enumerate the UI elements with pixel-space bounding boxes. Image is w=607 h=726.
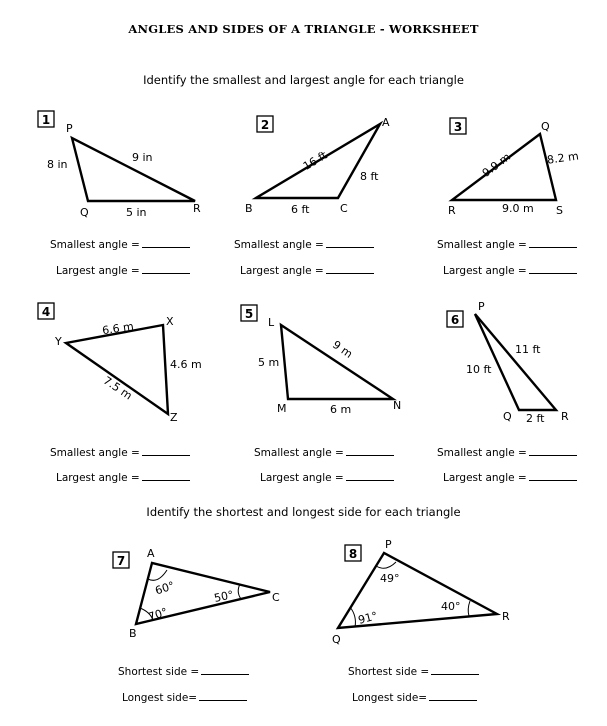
problem-8-vertex-r: R bbox=[502, 610, 510, 623]
problem-6-smallest-angle bbox=[437, 445, 577, 459]
problem-3-vertex-r: R bbox=[448, 204, 456, 217]
problem-2-vertex-b: B bbox=[245, 202, 253, 215]
smallest-angle-label: Smallest angle = bbox=[437, 239, 527, 251]
problem-1-triangle bbox=[72, 138, 195, 201]
problem-7-vertex-c: C bbox=[272, 591, 280, 604]
answer-blank[interactable] bbox=[529, 237, 577, 248]
problem-1-largest-angle bbox=[56, 263, 190, 277]
problem-4-side-yz: 7.5 m bbox=[100, 373, 135, 403]
answer-blank[interactable] bbox=[326, 237, 374, 248]
problem-7-number: 7 bbox=[116, 554, 126, 568]
longest-side-label: Longest side= bbox=[352, 692, 428, 704]
longest-side-label: Longest side= bbox=[122, 692, 198, 704]
problem-8-number: 8 bbox=[348, 547, 358, 561]
smallest-angle-label: Smallest angle = bbox=[50, 447, 140, 459]
largest-angle-label: Largest angle = bbox=[240, 265, 324, 277]
problem-7 bbox=[113, 547, 280, 640]
problem-3-largest-angle bbox=[443, 263, 577, 277]
problem-3 bbox=[448, 118, 580, 217]
largest-angle-label: Largest angle = bbox=[443, 265, 527, 277]
largest-angle-label: Largest angle = bbox=[443, 472, 527, 484]
answer-blank[interactable] bbox=[431, 664, 479, 675]
problem-3-smallest-angle bbox=[437, 237, 577, 251]
problem-1-side-qr: 5 in bbox=[126, 206, 147, 219]
problem-6-largest-angle bbox=[443, 470, 577, 484]
problem-7-angle-a: 60° bbox=[153, 579, 177, 598]
problem-1-vertex-r: R bbox=[193, 202, 201, 215]
problem-3-number: 3 bbox=[453, 120, 463, 134]
problem-7-angle-c: 50° bbox=[212, 588, 235, 605]
problem-6-side-qr: 2 ft bbox=[526, 412, 545, 425]
answer-blank[interactable] bbox=[201, 664, 249, 675]
problem-4-side-xz: 4.6 m bbox=[170, 358, 202, 371]
problem-5-vertex-l: L bbox=[268, 316, 275, 329]
problem-5 bbox=[241, 305, 401, 416]
problem-5-smallest-angle bbox=[254, 445, 394, 459]
answer-blank[interactable] bbox=[346, 470, 394, 481]
answer-blank[interactable] bbox=[429, 690, 477, 701]
problem-2-vertex-c: C bbox=[340, 202, 348, 215]
problem-7-vertex-b: B bbox=[129, 627, 137, 640]
largest-angle-label: Largest angle = bbox=[56, 265, 140, 277]
problem-8-angle-p: 49° bbox=[380, 572, 400, 585]
largest-angle-label: Largest angle = bbox=[56, 472, 140, 484]
problem-2-side-bc: 6 ft bbox=[291, 203, 310, 216]
sides-instruction: Identify the shortest and longest side for each triangle bbox=[146, 505, 461, 519]
problem-3-side-qs: 8.2 m bbox=[546, 149, 580, 167]
problem-6-vertex-q: Q bbox=[503, 410, 512, 423]
problem-8-angle-q-arc bbox=[350, 607, 355, 627]
smallest-angle-label: Smallest angle = bbox=[254, 447, 344, 459]
problem-3-side-qr: 9.9 m bbox=[479, 150, 513, 180]
problem-7-vertex-a: A bbox=[147, 547, 155, 560]
answer-blank[interactable] bbox=[529, 470, 577, 481]
problem-1-smallest-angle bbox=[50, 237, 190, 251]
problem-5-vertex-n: N bbox=[393, 399, 402, 412]
answer-blank[interactable] bbox=[142, 445, 190, 456]
problem-1-vertex-q: Q bbox=[80, 206, 89, 219]
problem-5-number: 5 bbox=[244, 307, 254, 321]
worksheet-title: ANGLES AND SIDES OF A TRIANGLE - WORKSHEET bbox=[128, 22, 479, 36]
problem-6-side-pr: 11 ft bbox=[515, 343, 541, 356]
problem-4-number: 4 bbox=[41, 305, 51, 319]
problem-7-shortest-side bbox=[118, 664, 249, 678]
problem-6 bbox=[447, 300, 569, 425]
problem-6-number: 6 bbox=[450, 313, 460, 327]
problem-8-angle-r-arc bbox=[468, 601, 470, 616]
problem-2-side-ac: 8 ft bbox=[360, 170, 379, 183]
problem-1-number: 1 bbox=[41, 113, 51, 127]
problem-1-side-pq: 8 in bbox=[47, 158, 68, 171]
problem-4-largest-angle bbox=[56, 470, 190, 484]
problem-5-side-mn: 6 m bbox=[330, 403, 352, 416]
problem-6-triangle bbox=[475, 314, 556, 410]
smallest-angle-label: Smallest angle = bbox=[234, 239, 324, 251]
problem-4-side-xy: 6.6 m bbox=[101, 319, 135, 338]
answer-blank[interactable] bbox=[142, 263, 190, 274]
problem-4-smallest-angle bbox=[50, 445, 190, 459]
problem-2 bbox=[245, 116, 390, 216]
problem-7-angle-b: 70° bbox=[146, 605, 170, 624]
problem-5-side-ln: 9 m bbox=[330, 338, 355, 361]
problem-6-side-pq: 10 ft bbox=[466, 363, 492, 376]
problem-8-shortest-side bbox=[348, 664, 479, 678]
problem-1-vertex-p: P bbox=[66, 122, 73, 135]
smallest-angle-label: Smallest angle = bbox=[50, 239, 140, 251]
problem-2-vertex-a: A bbox=[382, 116, 390, 129]
largest-angle-label: Largest angle = bbox=[260, 472, 344, 484]
answer-blank[interactable] bbox=[529, 445, 577, 456]
problem-4-vertex-z: Z bbox=[170, 411, 178, 424]
angles-instruction: Identify the smallest and largest angle for each triangle bbox=[143, 73, 464, 87]
smallest-angle-label: Smallest angle = bbox=[437, 447, 527, 459]
problem-4-vertex-x: X bbox=[166, 315, 174, 328]
problem-1 bbox=[38, 111, 201, 219]
answer-blank[interactable] bbox=[142, 237, 190, 248]
problem-6-vertex-r: R bbox=[561, 410, 569, 423]
problem-4-vertex-y: Y bbox=[55, 335, 62, 348]
problem-8-vertex-p: P bbox=[385, 538, 392, 551]
answer-blank[interactable] bbox=[529, 263, 577, 274]
problem-3-side-rs: 9.0 m bbox=[502, 202, 534, 215]
problem-5-side-lm: 5 m bbox=[258, 356, 280, 369]
problem-3-vertex-q: Q bbox=[541, 120, 550, 133]
answer-blank[interactable] bbox=[142, 470, 190, 481]
problem-4-triangle bbox=[66, 325, 168, 414]
answer-blank[interactable] bbox=[199, 690, 247, 701]
problem-4 bbox=[38, 303, 202, 424]
problem-6-vertex-p: P bbox=[478, 300, 485, 313]
problem-7-angle-c-arc bbox=[238, 584, 241, 599]
problem-8 bbox=[332, 538, 510, 646]
problem-3-vertex-s: S bbox=[556, 204, 563, 217]
problem-8-vertex-q: Q bbox=[332, 633, 341, 646]
problem-8-longest-side bbox=[352, 690, 477, 704]
shortest-side-label: Shortest side = bbox=[118, 666, 200, 678]
answer-blank[interactable] bbox=[326, 263, 374, 274]
problem-5-largest-angle bbox=[260, 470, 394, 484]
problem-8-angle-r: 40° bbox=[441, 600, 461, 613]
problem-2-number: 2 bbox=[260, 118, 270, 132]
answer-blank[interactable] bbox=[346, 445, 394, 456]
problem-7-longest-side bbox=[122, 690, 247, 704]
problem-8-angle-q: 91° bbox=[356, 609, 379, 627]
problem-2-smallest-angle bbox=[234, 237, 374, 251]
problem-2-side-ab: 16 ft bbox=[300, 148, 330, 174]
shortest-side-label: Shortest side = bbox=[348, 666, 430, 678]
problem-5-vertex-m: M bbox=[277, 402, 287, 415]
problem-1-side-pr: 9 in bbox=[132, 151, 153, 164]
problem-2-largest-angle bbox=[240, 263, 374, 277]
problem-5-triangle bbox=[281, 325, 393, 399]
